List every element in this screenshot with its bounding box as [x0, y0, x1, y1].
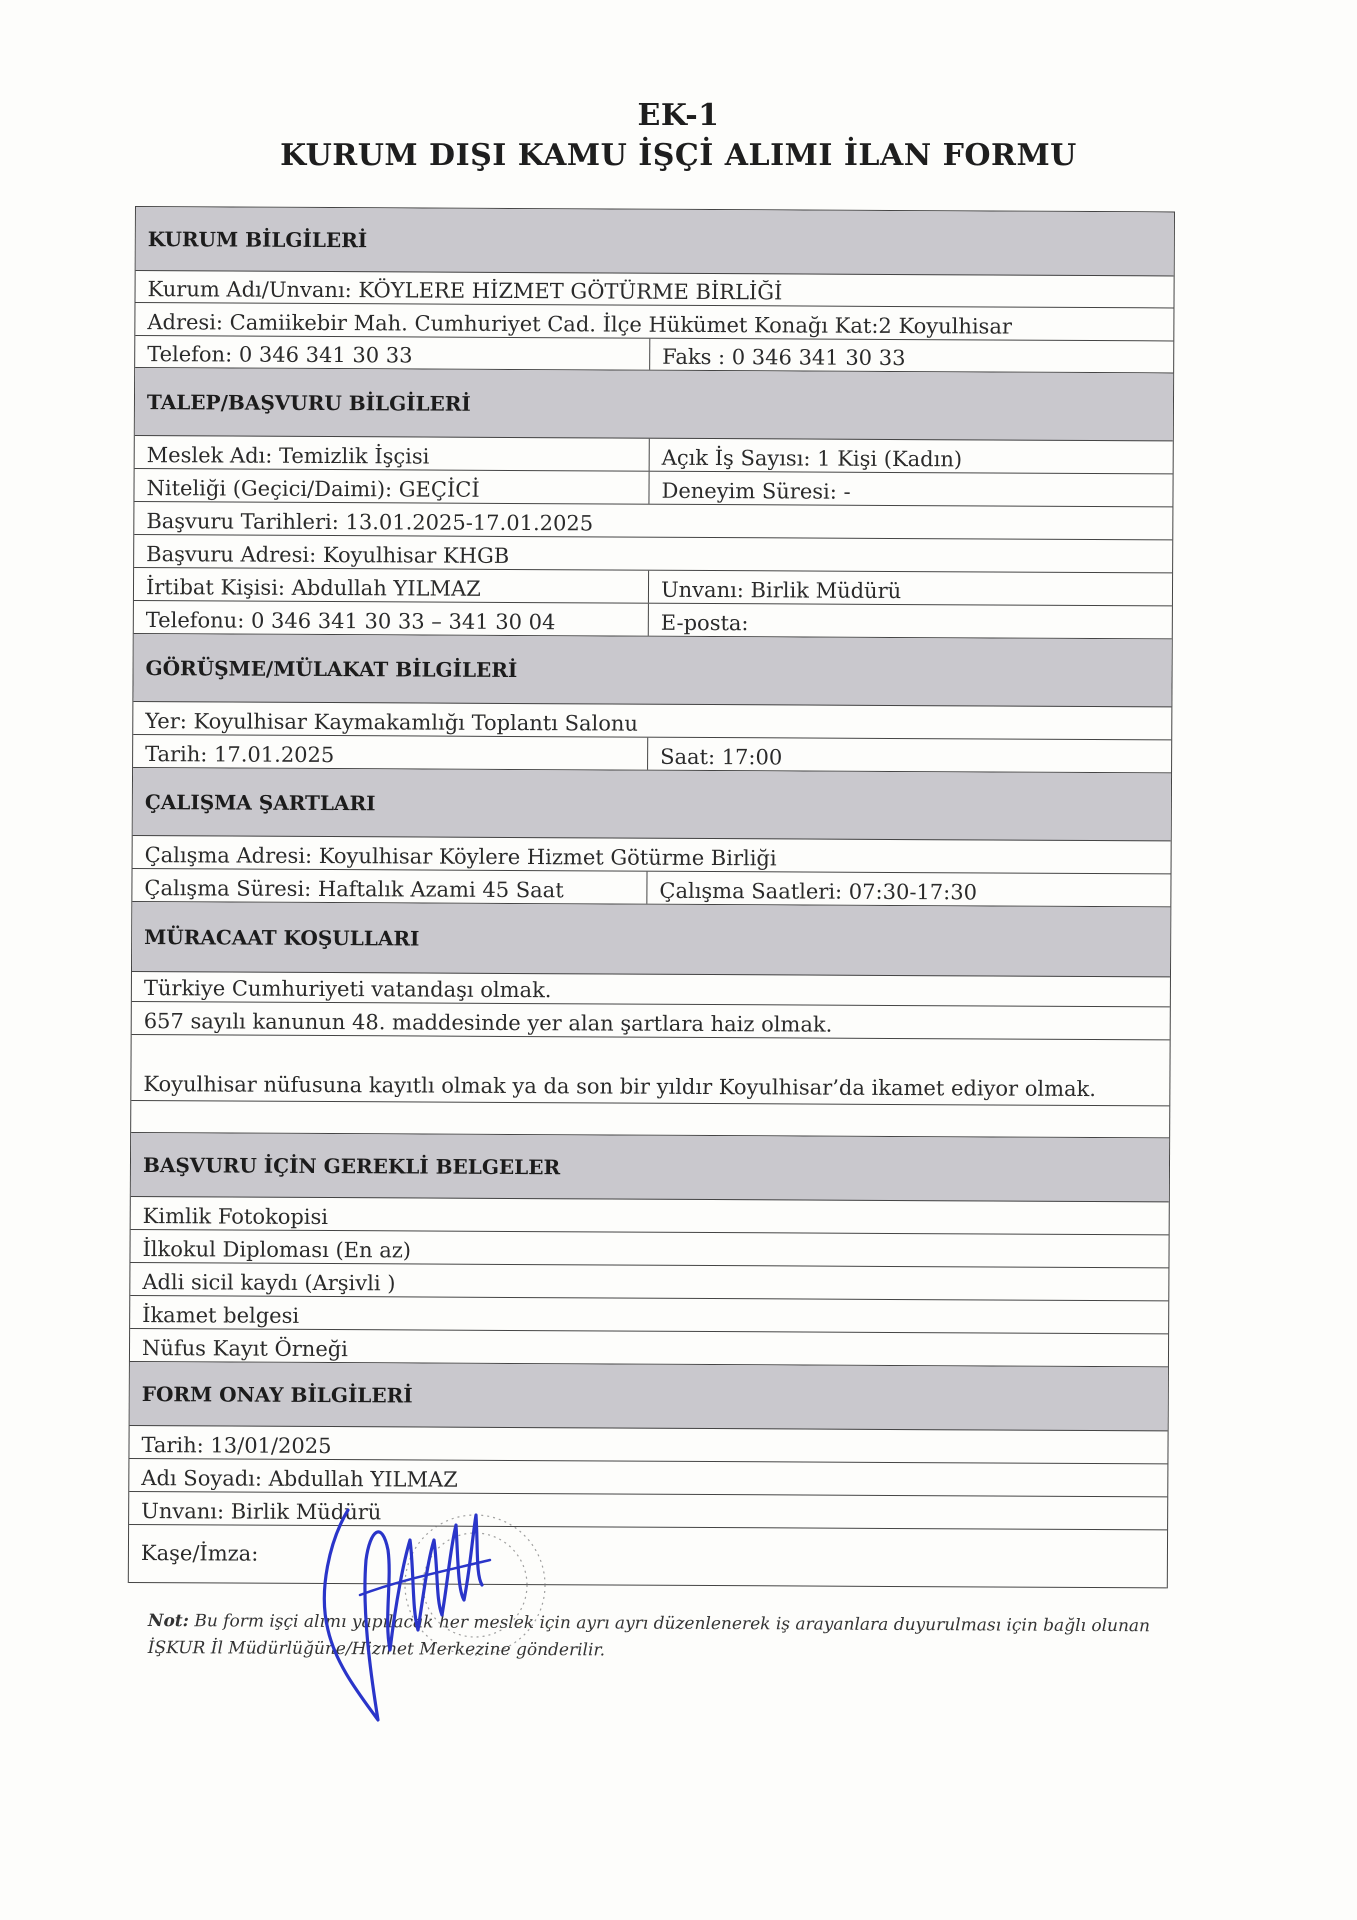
- approval-date: Tarih: 13/01/2025: [141, 1433, 332, 1459]
- document-row: [131, 1197, 1169, 1235]
- section-onay-header: FORM ONAY BİLGİLERİ: [130, 1362, 1168, 1431]
- kurum-address: Adresi: Camiikebir Mah. Cumhuriyet Cad. İlçe Hükümet Konağı Kat:2 Koyulhisar: [147, 310, 1013, 339]
- calisma-row-1: [133, 836, 1171, 874]
- condition-row: [132, 1002, 1170, 1040]
- onay-row-date: [129, 1426, 1167, 1464]
- section-calisma-header: ÇALIŞMA ŞARTLARI: [133, 768, 1171, 841]
- section-talep-header: TALEP/BAŞVURU BİLGİLERİ: [135, 368, 1173, 441]
- onay-row-name: [129, 1459, 1167, 1497]
- form-code-title: EK-1: [637, 98, 720, 133]
- kurum-address-row: [135, 303, 1173, 341]
- condition-row: [131, 1035, 1169, 1106]
- work-duration: Çalışma Süresi: Haftalık Azami 45 Saat: [132, 869, 647, 904]
- section-belgeler-header: BAŞVURU İÇİN GEREKLİ BELGELER: [131, 1133, 1169, 1202]
- work-hours: Çalışma Saatleri: 07:30-17:30: [659, 878, 978, 905]
- open-positions: Açık İş Sayısı: 1 Kişi (Kadın): [661, 445, 963, 472]
- contact-phone: Telefonu: 0 346 341 30 33 – 341 30 04: [134, 601, 649, 636]
- document-item: İlkokul Diploması (En az): [142, 1237, 412, 1263]
- occupation: Meslek Adı: Temizlik İşçisi: [135, 436, 650, 471]
- condition-empty-row: [131, 1101, 1169, 1138]
- document-item: Nüfus Kayıt Örneği: [141, 1336, 349, 1362]
- contact-title: Unvanı: Birlik Müdürü: [660, 577, 902, 604]
- talep-row-4: [134, 535, 1172, 573]
- application-address: Başvuru Adresi: Koyulhisar KHGB: [146, 542, 510, 568]
- note-text: Bu form işçi alımı yapılacak her meslek için ayrı ayrı düzenlenerek iş arayanlara duyurulması için bağlı olunan İŞKUR İl Müdürlüğüne/Hizmet Merkezine gönderilir.: [147, 1611, 1151, 1661]
- condition-item: Koyulhisar nüfusuna kayıtlı olmak ya da son bir yıldır Koyulhisar’da ikamet ediyor olmak.: [143, 1072, 1097, 1102]
- talep-row-5: [134, 568, 1172, 606]
- interview-date: Tarih: 17.01.2025: [133, 735, 648, 770]
- interview-time: Saat: 17:00: [660, 744, 783, 770]
- job-nature: Niteliği (Geçici/Daimi): GEÇİCİ: [134, 469, 649, 504]
- document-item: İkamet belgesi: [142, 1303, 300, 1328]
- interview-place: Yer: Koyulhisar Kaymakamlığı Toplantı Salonu: [145, 709, 639, 736]
- condition-item: 657 sayılı kanunun 48. maddesinde yer alan şartlara haiz olmak.: [143, 1009, 833, 1037]
- signature-label: Kaşe/İmza:: [140, 1541, 259, 1566]
- gorusme-row-1: [133, 702, 1171, 740]
- document-item: Adli sicil kaydı (Arşivli ): [142, 1270, 396, 1296]
- calisma-row-2: [132, 869, 1170, 907]
- application-dates: Başvuru Tarihleri: 13.01.2025-17.01.2025: [146, 509, 594, 536]
- section-gorusme-header: GÖRÜŞME/MÜLAKAT BİLGİLERİ: [133, 634, 1171, 707]
- document-row: [130, 1263, 1168, 1301]
- footer-note: [148, 1608, 1188, 1667]
- document-row: [130, 1329, 1168, 1367]
- note-label: Not:: [147, 1611, 189, 1632]
- application-form-table: [128, 206, 1175, 1588]
- kurum-contact-row: [135, 336, 1173, 373]
- onay-row-title: [129, 1492, 1167, 1530]
- approver-title: Unvanı: Birlik Müdürü: [141, 1499, 382, 1525]
- onay-row-signature: [129, 1525, 1167, 1588]
- kurum-name: Kurum Adı/Unvanı: KÖYLERE HİZMET GÖTÜRME BİRLİĞİ: [147, 277, 783, 305]
- work-address: Çalışma Adresi: Koyulhisar Köylere Hizmet Götürme Birliği: [144, 843, 777, 871]
- experience: Deneyim Süresi: -: [661, 478, 851, 504]
- talep-row-3: [134, 502, 1172, 540]
- kurum-fax: Faks : 0 346 341 30 33: [662, 344, 906, 371]
- contact-person: İrtibat Kişisi: Abdullah YILMAZ: [134, 568, 649, 603]
- document-row: [130, 1230, 1168, 1268]
- contact-email: E-posta:: [660, 610, 749, 636]
- gorusme-row-2: [133, 735, 1171, 773]
- document-item: Kimlik Fotokopisi: [142, 1204, 329, 1230]
- document-row: [130, 1296, 1168, 1334]
- section-kurum-header: KURUM BİLGİLERİ: [136, 207, 1174, 276]
- talep-row-2: [134, 469, 1172, 507]
- section-muracaat-header: MÜRACAAT KOŞULLARI: [132, 902, 1170, 977]
- kurum-phone: Telefon: 0 346 341 30 33: [135, 336, 650, 370]
- talep-row-1: [135, 436, 1173, 474]
- condition-item: Türkiye Cumhuriyeti vatandaşı olmak.: [143, 976, 552, 1003]
- approver-name: Adı Soyadı: Abdullah YILMAZ: [141, 1466, 458, 1492]
- kurum-name-row: [135, 271, 1173, 308]
- talep-row-6: [134, 601, 1172, 639]
- form-main-title: KURUM DIŞI KAMU İŞÇİ ALIMI İLAN FORMU: [280, 138, 1077, 173]
